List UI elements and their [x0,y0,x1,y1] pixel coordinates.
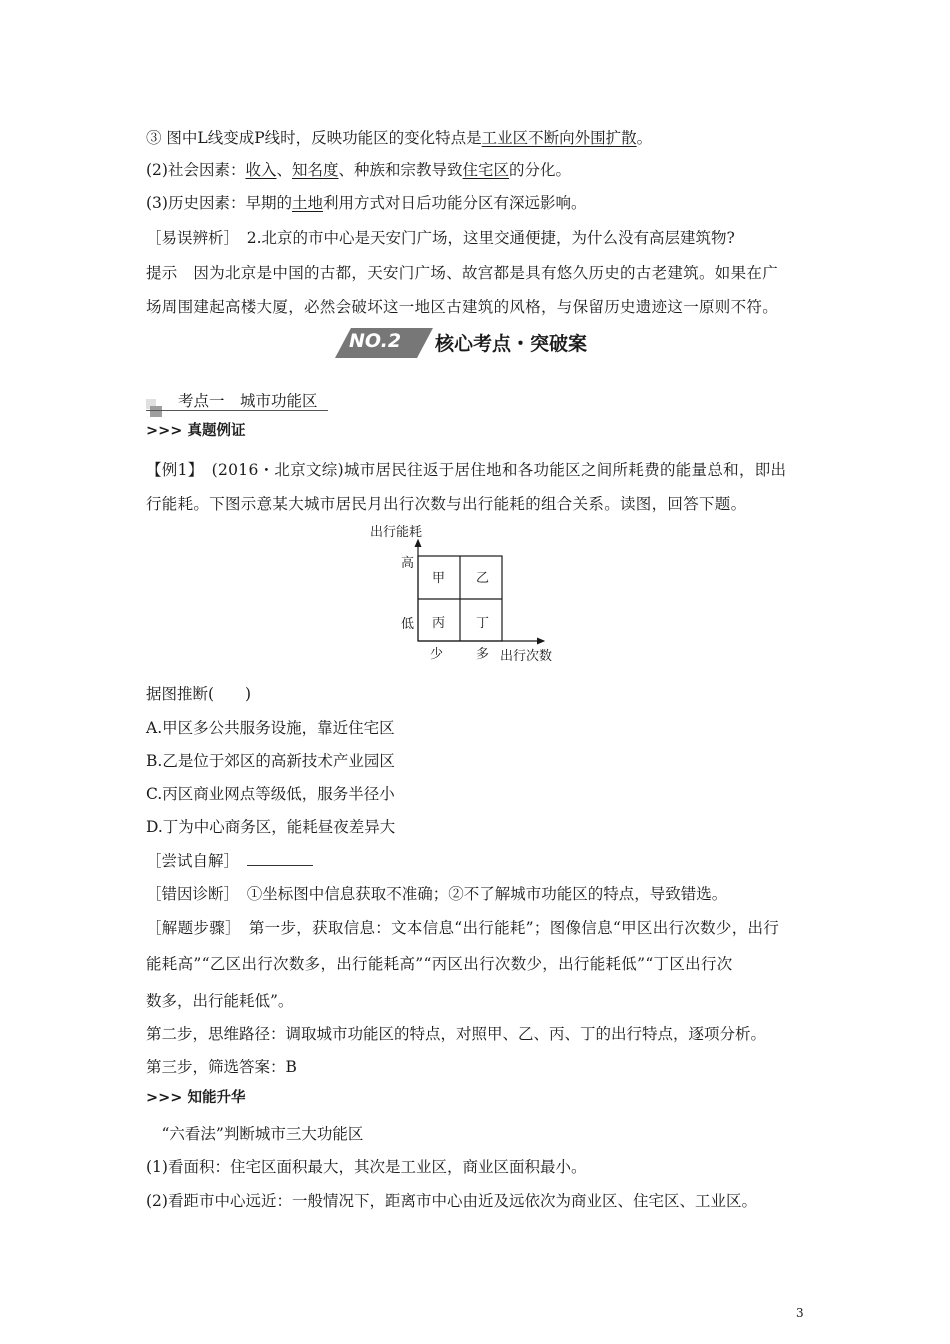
text-line-historical-factors [146,193,587,213]
chart-y-axis-label: 出行能耗 [370,525,423,540]
option-b: B.乙是位于郊区的高新技术产业园区 [146,752,395,770]
option-d: D.丁为中心商务区，能耗昼夜差异大 [146,818,396,836]
text-segment: 、种族和宗教导致 [338,161,463,179]
text-segment: 的分化。 [509,161,572,179]
text-segment: 利用方式对日后功能分区有深远影响。 [322,194,587,212]
try-solve-label: ［尝试自解］ [146,852,247,870]
solution-step-3: 第三步，筛选答案：B [146,1058,297,1076]
solution-step-2: 第二步，思维路径：调取城市功能区的特点，对照甲、乙、丙、丁的出行特点，逐项分析。 [146,1025,767,1043]
text-segment: (3)历史因素：早期的 [146,194,292,212]
option-a: A.甲区多公共服务设施，靠近住宅区 [146,719,395,737]
section-title: 考点一 城市功能区 [178,392,318,410]
heading-real-exam-examples: >>> 真题例证 [146,423,246,439]
underlined-answer: 知名度 [292,161,339,179]
chart-cell-yi: 乙 [476,571,490,586]
example-text-1: 【例1】 (2016・北京文综)城市居民往返于居住地和各功能区之间所耗费的能量总和，即出 [146,461,787,479]
chart-cell-bing: 丙 [432,616,446,631]
page-number: 3 [796,1306,804,1320]
text-line-hint-2: 场周围建起高楼大厦，必然会破坏这一地区古建筑的风格，与保留历史遗迹这一原则不符。 [146,298,779,316]
chart-cell-jia: 甲 [432,571,446,586]
error-diagnosis: ［错因诊断］ ①坐标图中信息获取不准确；②不了解城市功能区的特点，导致错选。 [146,885,728,903]
quadrant-chart [368,524,568,669]
chart-y-tick-low: 低 [401,617,415,632]
underlined-answer: 收入 [245,161,277,179]
text-line-functional-zone-change [146,128,652,148]
method-point-2: (2)看距市中心远近：一般情况下，距离市中心由近及远依次为商业区、住宅区、工业区。 [146,1192,757,1210]
solution-step-1a: ［解题步骤］ 第一步，获取信息：文本信息“出行能耗”；图像信息“甲区出行次数少，出行 [146,919,780,937]
solution-step-1c: 数多，出行能耗低”。 [146,992,294,1010]
section-underline [146,410,328,411]
section-square-icon [146,399,164,417]
underlined-answer: 土地 [291,194,323,212]
chart-x-tick-few: 少 [430,647,444,662]
answer-blank [247,851,313,866]
banner-badge-label: NO.2 [349,330,402,352]
text-line-hint-1: 提示 因为北京是中国的古都，天安门广场、故宫都是具有悠久历史的古老建筑。如果在广 [146,264,779,282]
text-segment: (2)社会因素： [146,161,246,179]
method-point-1: (1)看面积：住宅区面积最大，其次是工业区，商业区面积最小。 [146,1158,587,1176]
section-banner [335,326,635,360]
method-title: “六看法”判断城市三大功能区 [146,1125,364,1143]
option-c: C.丙区商业网点等级低，服务半径小 [146,785,395,803]
chart-y-tick-high: 高 [401,556,415,571]
text-segment: ③ 图中L线变成P线时，反映功能区的变化特点是 [146,129,482,147]
banner-title: 核心考点・突破案 [435,333,588,355]
try-solve-line [146,851,313,871]
chart-x-tick-many: 多 [476,647,490,662]
chart-x-axis-label: 出行次数 [500,649,553,664]
chart-cell-ding: 丁 [476,616,490,631]
text-segment: 。 [636,129,653,147]
heading-knowledge-upgrade: >>> 知能升华 [146,1090,246,1106]
example-text-2: 行能耗。下图示意某大城市居民月出行次数与出行能耗的组合关系。读图，回答下题。 [146,495,747,513]
text-segment: 、 [276,161,292,179]
text-line-error-analysis-question: ［易误辨析］ 2.北京的市中心是天安门广场，这里交通便捷，为什么没有高层建筑物? [146,229,735,247]
underlined-answer: 住宅区 [462,161,510,179]
text-line-social-factors [146,160,571,180]
question-stem: 据图推断( ) [146,685,252,703]
solution-step-1b: 能耗高”“乙区出行次数多，出行能耗高”“丙区出行次数少，出行能耗低”“丁区出行次 [146,955,733,973]
underlined-answer: 工业区不断向外围扩散 [481,129,637,147]
